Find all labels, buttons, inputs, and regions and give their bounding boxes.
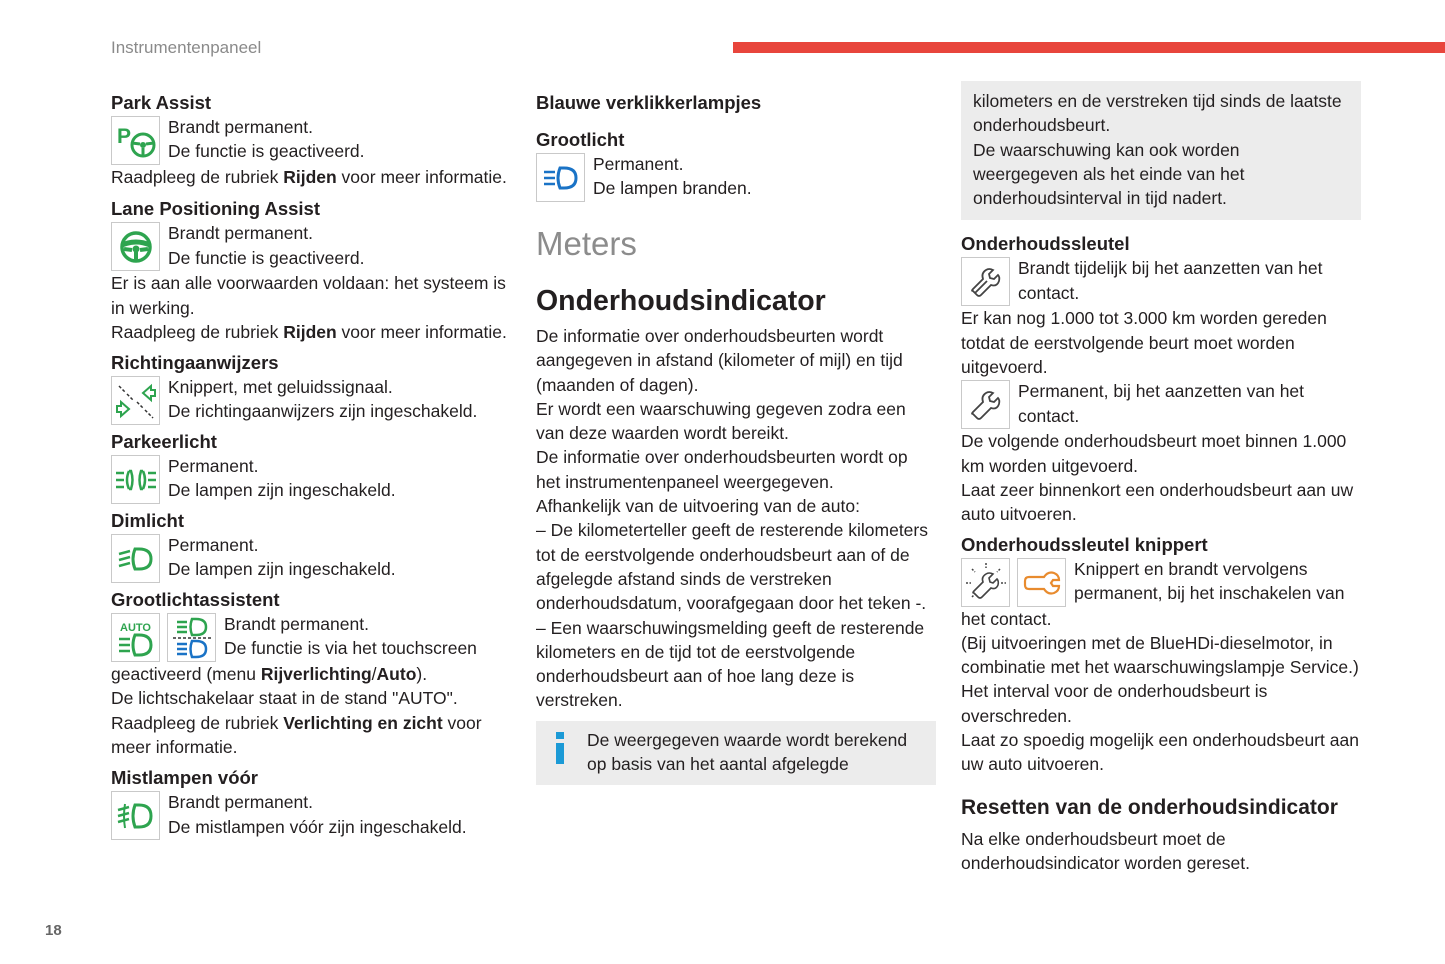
section-title-dim: Dimlicht xyxy=(111,510,184,532)
section-title-groot: Grootlicht xyxy=(536,129,625,150)
text: De functie is geactiveerd. xyxy=(168,247,365,268)
entry-dim xyxy=(111,533,511,583)
info-icon xyxy=(553,728,587,777)
text: Brandt permanent. xyxy=(168,792,313,813)
list-item: – De kilometerteller geeft de resterende kilometers tot de eerstvolgende onderhoudsbeurt aan of de afgelegde afstand sinds de verstreken onderhoudsdatum, voorafgegaan door het teken -. xyxy=(536,520,928,614)
svg-text:AUTO: AUTO xyxy=(119,621,151,634)
paragraph: Laat zo spoedig mogelijk een onderhoudsbeurt aan uw auto uitvoeren. xyxy=(961,730,1359,775)
section-title-parkeer: Parkeerlicht xyxy=(111,431,217,453)
info-text: De weergegeven waarde wordt berekend op basis van het aantal afgelegde xyxy=(587,729,908,775)
accent-bar xyxy=(733,42,1445,53)
text: Brandt tijdelijk bij het aanzetten van het contact. xyxy=(1018,258,1323,303)
page-number: 18 xyxy=(45,922,62,939)
section-title-gla: Grootlichtassistent xyxy=(111,589,280,611)
text: Knippert, met geluidssignaal. xyxy=(168,377,393,398)
entry-groot xyxy=(536,152,936,202)
entry-parkeer xyxy=(111,454,511,504)
text: geactiveerd (menu Rijverlichting/Auto). xyxy=(111,664,428,685)
text: Permanent, bij het aanzetten van het contact. xyxy=(1018,381,1305,426)
paragraph: De informatie over onderhoudsbeurten wordt op het instrumentenpaneel weergegeven. xyxy=(536,447,908,492)
paragraph: Na elke onderhoudsbeurt moet de onderhoudsindicator worden gereset. xyxy=(961,828,1250,873)
entry-mist xyxy=(111,790,511,840)
column-middle xyxy=(536,87,936,785)
text: Brandt permanent. xyxy=(168,223,313,244)
chapter-title-meters: Meters xyxy=(536,225,637,262)
info-note xyxy=(536,721,936,786)
text: De functie is geactiveerd. xyxy=(168,141,365,162)
text: Permanent. xyxy=(593,154,684,174)
text: De functie is via het touchscreen xyxy=(224,638,477,659)
paragraph: Er wordt een waarschuwing gegeven zodra een van deze waarden wordt bereikt. xyxy=(536,398,906,444)
section-title-mist: Mistlampen vóór xyxy=(111,767,258,789)
paragraph: Afhankelijk van de uitvoering van de auto: xyxy=(536,496,860,517)
entry-knippert xyxy=(961,557,1361,607)
text: Er is aan alle voorwaarden voldaan: het systeem is in werking. xyxy=(111,273,506,318)
high-beam-icon xyxy=(536,153,585,202)
text: Brandt permanent. xyxy=(224,614,369,635)
auto-high-beam-icon xyxy=(111,613,160,662)
text: Raadpleeg de rubriek Rijden voor meer informatie. xyxy=(111,167,507,187)
text: De lampen branden. xyxy=(593,178,752,199)
wrench-orange-icon xyxy=(1017,558,1066,607)
text: Brandt permanent. xyxy=(168,117,313,137)
paragraph: De informatie over onderhoudsbeurten wordt aangegeven in afstand (kilometer of mijl) en tijd (maanden of dagen). xyxy=(536,326,903,395)
paragraph: Het interval voor de onderhoudsbeurt is overschreden. xyxy=(961,681,1268,726)
paragraph: Laat zeer binnenkort een onderhoudsbeurt aan uw auto uitvoeren. xyxy=(961,479,1354,525)
text: Knippert en brandt vervolgens permanent, bij het inschakelen van xyxy=(1074,558,1345,603)
paragraph: kilometers en de verstreken tijd sinds de laatste onderhoudsbeurt. xyxy=(973,91,1342,136)
entry-gla xyxy=(111,612,511,662)
section-title-blauw: Blauwe verklikkerlampjes xyxy=(536,92,762,113)
section-title-sleutel: Onderhoudssleutel xyxy=(961,233,1130,255)
running-header: Instrumentenpaneel xyxy=(111,38,262,57)
svg-text:P: P xyxy=(116,124,131,148)
section-title-park-assist: Park Assist xyxy=(111,92,212,113)
text: De lampen zijn ingeschakeld. xyxy=(168,559,396,580)
paragraph: Er kan nog 1.000 tot 3.000 km worden gereden totdat de eerstvolgende beurt moet worden uitgevoerd. xyxy=(961,308,1327,378)
paragraph: (Bij uitvoeringen met de BlueHDi-dieselmotor, in combinatie met het waarschuwingslampje Service.) xyxy=(961,632,1359,678)
entry-lane xyxy=(111,221,511,271)
text: het contact. xyxy=(961,608,1052,629)
section-title-knippert: Onderhoudssleutel knippert xyxy=(961,533,1208,555)
text: Raadpleeg de rubriek Rijden voor meer informatie. xyxy=(111,321,507,342)
list-item: – Een waarschuwingsmelding geeft de resterende kilometers en de tijd tot de eerstvolgende onderhoudsbeurt aan of hoe lang deze is verstreken. xyxy=(536,617,925,711)
entry-park-assist xyxy=(111,115,511,165)
wrench-icon xyxy=(961,380,1010,429)
wrench-icon xyxy=(961,257,1010,306)
entry-sleutel-1 xyxy=(961,256,1361,306)
text: De lampen zijn ingeschakeld. xyxy=(168,480,396,501)
high-beam-assist-icon xyxy=(167,613,216,662)
entry-richting xyxy=(111,375,511,425)
section-title-richting: Richtingaanwijzers xyxy=(111,352,279,374)
entry-sleutel-2 xyxy=(961,379,1361,429)
paragraph: De waarschuwing kan ook worden weergegeven als het einde van het onderhoudsinterval in tijd nadert. xyxy=(973,139,1245,209)
park-assist-icon xyxy=(111,116,160,165)
text: Permanent. xyxy=(168,535,259,556)
section-title-lane: Lane Positioning Assist xyxy=(111,198,321,220)
section-title-onderhoudsindicator: Onderhoudsindicator xyxy=(536,285,826,317)
text: Permanent. xyxy=(168,456,259,477)
text: De richtingaanwijzers zijn ingeschakeld. xyxy=(168,401,478,422)
text: Raadpleeg de rubriek Verlichting en zicht voor meer informatie. xyxy=(111,712,482,758)
continued-note-box xyxy=(961,81,1361,220)
low-beam-icon xyxy=(111,534,160,583)
paragraph: De volgende onderhoudsbeurt moet binnen 1.000 km worden uitgevoerd. xyxy=(961,431,1347,476)
section-title-reset: Resetten van de onderhoudsindicator xyxy=(961,795,1338,819)
wrench-flashing-icon xyxy=(961,558,1010,607)
steering-wheel-icon xyxy=(111,222,160,271)
text: De mistlampen vóór zijn ingeschakeld. xyxy=(168,816,467,837)
column-left xyxy=(111,87,511,840)
front-fog-icon xyxy=(111,791,160,840)
text: De lichtschakelaar staat in de stand "AUTO". xyxy=(111,688,458,709)
parking-lights-icon xyxy=(111,455,160,504)
turn-signals-icon xyxy=(111,376,160,425)
column-right xyxy=(961,81,1361,875)
